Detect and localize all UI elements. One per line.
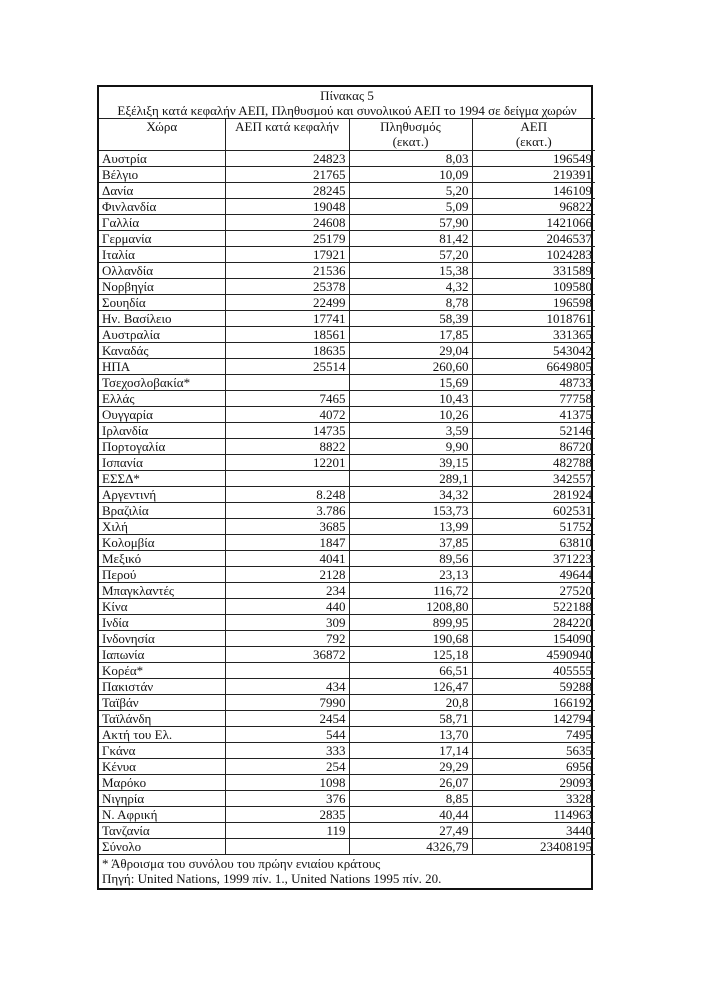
- gdp-per-capita-cell: 1847: [225, 535, 349, 551]
- country-cell: Κολομβία: [99, 535, 225, 551]
- gdp-per-capita-cell: 254: [225, 759, 349, 775]
- gdp-per-capita-cell: 2454: [225, 711, 349, 727]
- gdp-cell: 114963: [472, 807, 595, 823]
- table-row: [99, 583, 595, 599]
- gdp-per-capita-cell: 792: [225, 631, 349, 647]
- gdp-cell: 77758: [472, 391, 595, 407]
- country-cell: Περού: [99, 567, 225, 583]
- table-row: [99, 711, 595, 727]
- total-row: [99, 839, 595, 855]
- gdp-cell: 86720: [472, 439, 595, 455]
- gdp-cell: 4590940: [472, 647, 595, 663]
- gdp-cell: 52146: [472, 423, 595, 439]
- country-cell: Ουγγαρία: [99, 407, 225, 423]
- gdp-per-capita-cell: 440: [225, 599, 349, 615]
- population-cell: 37,85: [349, 535, 472, 551]
- population-cell: 57,90: [349, 215, 472, 231]
- table-row: [99, 487, 595, 503]
- table-row: [99, 263, 595, 279]
- population-cell: 5,09: [349, 199, 472, 215]
- population-cell: 5,20: [349, 183, 472, 199]
- country-cell: Κίνα: [99, 599, 225, 615]
- table-row: [99, 503, 595, 519]
- country-cell: Χιλή: [99, 519, 225, 535]
- population-cell: 40,44: [349, 807, 472, 823]
- gdp-per-capita-cell: 24608: [225, 215, 349, 231]
- population-cell: 34,32: [349, 487, 472, 503]
- country-cell: Αργεντινή: [99, 487, 225, 503]
- table-row: [99, 775, 595, 791]
- gdp-per-capita-cell: 3.786: [225, 503, 349, 519]
- population-cell: 66,51: [349, 663, 472, 679]
- table-row: [99, 535, 595, 551]
- table-notes: [99, 855, 591, 888]
- table-row: [99, 455, 595, 471]
- gdp-cell: 6956: [472, 759, 595, 775]
- population-cell: 15,69: [349, 375, 472, 391]
- gdp-cell: 1421066: [472, 215, 595, 231]
- gdp-per-capita-cell: 19048: [225, 199, 349, 215]
- population-cell: 10,26: [349, 407, 472, 423]
- table-row: [99, 215, 595, 231]
- population-cell: 89,56: [349, 551, 472, 567]
- gdp-per-capita-cell: 234: [225, 583, 349, 599]
- gdp-cell: 51752: [472, 519, 595, 535]
- gdp-cell: 543042: [472, 343, 595, 359]
- country-cell: Ν. Αφρική: [99, 807, 225, 823]
- table-row: [99, 727, 595, 743]
- table-row: [99, 151, 595, 167]
- gdp-cell: 1018761: [472, 311, 595, 327]
- gdp-per-capita-cell: 36872: [225, 647, 349, 663]
- gdp-cell: 146109: [472, 183, 595, 199]
- population-cell: 190,68: [349, 631, 472, 647]
- population-cell: 57,20: [349, 247, 472, 263]
- gdp-cell: 7495: [472, 727, 595, 743]
- population-cell: 9,90: [349, 439, 472, 455]
- gdp-cell: 1024283: [472, 247, 595, 263]
- country-cell: Νορβηγία: [99, 279, 225, 295]
- gdp-cell: 284220: [472, 615, 595, 631]
- country-cell: Ιαπωνία: [99, 647, 225, 663]
- gdp-cell: 59288: [472, 679, 595, 695]
- gdp-cell: 63810: [472, 535, 595, 551]
- country-cell: Ισπανία: [99, 455, 225, 471]
- population-cell: 8,03: [349, 151, 472, 167]
- population-cell: 15,38: [349, 263, 472, 279]
- population-cell: 81,42: [349, 231, 472, 247]
- country-cell: Πακιστάν: [99, 679, 225, 695]
- gdp-per-capita-cell: 14735: [225, 423, 349, 439]
- population-cell: 116,72: [349, 583, 472, 599]
- gdp-per-capita-cell: 22499: [225, 295, 349, 311]
- table-title: Εξέλιξη κατά κεφαλήν ΑΕΠ, Πληθυσμού και συνολικού ΑΕΠ το 1994 σε δείγμα χωρών: [117, 103, 577, 118]
- gdp-cell: 281924: [472, 487, 595, 503]
- population-cell: 17,14: [349, 743, 472, 759]
- country-cell: Κένυα: [99, 759, 225, 775]
- gdp-per-capita-cell: 8822: [225, 439, 349, 455]
- header-row: [99, 119, 595, 151]
- country-cell: Ακτή του Ελ.: [99, 727, 225, 743]
- gdp-cell: 482788: [472, 455, 595, 471]
- country-cell: Ελλάς: [99, 391, 225, 407]
- gdp-per-capita-cell: 3685: [225, 519, 349, 535]
- gdp-per-capita-cell: 25179: [225, 231, 349, 247]
- gdp-per-capita-cell: 21536: [225, 263, 349, 279]
- country-cell: Βραζιλία: [99, 503, 225, 519]
- gdp-cell: 602531: [472, 503, 595, 519]
- gdp-cell: 29093: [472, 775, 595, 791]
- gdp-cell: 41375: [472, 407, 595, 423]
- gdp-per-capita-cell: 119: [225, 823, 349, 839]
- table-row: [99, 391, 595, 407]
- header-country: Χώρα: [99, 119, 225, 151]
- population-cell: 29,04: [349, 343, 472, 359]
- table-row: [99, 407, 595, 423]
- gdp-cell: 196598: [472, 295, 595, 311]
- table-row: [99, 295, 595, 311]
- table-caption-row: [99, 87, 595, 119]
- table-row: [99, 759, 595, 775]
- gdp-per-capita-cell: 8.248: [225, 487, 349, 503]
- table-row: [99, 439, 595, 455]
- population-cell: 58,71: [349, 711, 472, 727]
- population-cell: 1208,80: [349, 599, 472, 615]
- country-cell: Τανζανία: [99, 823, 225, 839]
- table-row: [99, 647, 595, 663]
- gdp-per-capita-cell: 25378: [225, 279, 349, 295]
- country-cell: Δανία: [99, 183, 225, 199]
- population-cell: 289,1: [349, 471, 472, 487]
- population-cell: 126,47: [349, 679, 472, 695]
- country-cell: Ινδονησία: [99, 631, 225, 647]
- country-cell: Σύνολο: [99, 839, 225, 855]
- gdp-per-capita-cell: 4072: [225, 407, 349, 423]
- gdp-per-capita-cell: 376: [225, 791, 349, 807]
- table-row: [99, 807, 595, 823]
- gdp-cell: 109580: [472, 279, 595, 295]
- gdp-per-capita-cell: 17741: [225, 311, 349, 327]
- gdp-per-capita-cell: 434: [225, 679, 349, 695]
- gdp-cell: 3440: [472, 823, 595, 839]
- country-cell: Φινλανδία: [99, 199, 225, 215]
- table-row: [99, 615, 595, 631]
- gdp-per-capita-cell: 2835: [225, 807, 349, 823]
- country-cell: Τσεχοσλοβακία*: [99, 375, 225, 391]
- country-cell: Αυστρία: [99, 151, 225, 167]
- country-cell: Νιγηρία: [99, 791, 225, 807]
- gdp-per-capita-cell: 2128: [225, 567, 349, 583]
- gdp-cell: 219391: [472, 167, 595, 183]
- gdp-per-capita-cell: 25514: [225, 359, 349, 375]
- header-population: Πληθυσμός (εκατ.): [349, 119, 472, 151]
- gdp-per-capita-cell: 18635: [225, 343, 349, 359]
- table-row: [99, 631, 595, 647]
- population-cell: 13,70: [349, 727, 472, 743]
- population-cell: 4,32: [349, 279, 472, 295]
- population-cell: 153,73: [349, 503, 472, 519]
- gdp-per-capita-cell: 544: [225, 727, 349, 743]
- country-cell: Σουηδία: [99, 295, 225, 311]
- gdp-cell: 371223: [472, 551, 595, 567]
- gdp-cell: 27520: [472, 583, 595, 599]
- table-row: [99, 679, 595, 695]
- gdp-per-capita-cell: 17921: [225, 247, 349, 263]
- country-cell: Μαρόκο: [99, 775, 225, 791]
- footnote: * Άθροισμα του συνόλου του πρώην ενιαίου κράτους: [102, 856, 381, 871]
- gdp-per-capita-cell: 7990: [225, 695, 349, 711]
- table-row: [99, 375, 595, 391]
- country-cell: Γκάνα: [99, 743, 225, 759]
- table-row: [99, 551, 595, 567]
- source-note: Πηγή: United Nations, 1999 πίν. 1., United Nations 1995 πίν. 20.: [102, 871, 442, 886]
- gdp-per-capita-cell: 18561: [225, 327, 349, 343]
- table-row: [99, 167, 595, 183]
- population-cell: 8,85: [349, 791, 472, 807]
- population-cell: 10,09: [349, 167, 472, 183]
- gdp-cell: 5635: [472, 743, 595, 759]
- gdp-cell: 331365: [472, 327, 595, 343]
- country-cell: Ιταλία: [99, 247, 225, 263]
- gdp-cell: 2046537: [472, 231, 595, 247]
- country-cell: Μεξικό: [99, 551, 225, 567]
- data-table-frame: [97, 85, 593, 890]
- gdp-cell: 6649805: [472, 359, 595, 375]
- table-row: [99, 311, 595, 327]
- gdp-per-capita-cell: [225, 375, 349, 391]
- table-row: [99, 359, 595, 375]
- country-cell: Ην. Βασίλειο: [99, 311, 225, 327]
- country-cell: ΗΠΑ: [99, 359, 225, 375]
- population-cell: 899,95: [349, 615, 472, 631]
- gdp-cell: 3328: [472, 791, 595, 807]
- country-cell: Καναδάς: [99, 343, 225, 359]
- population-cell: 26,07: [349, 775, 472, 791]
- table-row: [99, 279, 595, 295]
- country-cell: Πορτογαλία: [99, 439, 225, 455]
- header-gdp: ΑΕΠ (εκατ.): [472, 119, 595, 151]
- table-row: [99, 567, 595, 583]
- country-cell: Ινδία: [99, 615, 225, 631]
- gdp-cell: 154090: [472, 631, 595, 647]
- gdp-per-capita-cell: 28245: [225, 183, 349, 199]
- table-row: [99, 519, 595, 535]
- header-gdp-per-capita: ΑΕΠ κατά κεφαλήν: [225, 119, 349, 151]
- country-cell: Γαλλία: [99, 215, 225, 231]
- table-row: [99, 327, 595, 343]
- country-cell: Γερμανία: [99, 231, 225, 247]
- gdp-population-table: [99, 87, 595, 855]
- population-cell: 39,15: [349, 455, 472, 471]
- table-row: [99, 183, 595, 199]
- gdp-per-capita-cell: 12201: [225, 455, 349, 471]
- gdp-per-capita-cell: 333: [225, 743, 349, 759]
- population-cell: 260,60: [349, 359, 472, 375]
- gdp-per-capita-cell: [225, 839, 349, 855]
- gdp-per-capita-cell: 309: [225, 615, 349, 631]
- country-cell: Αυστραλία: [99, 327, 225, 343]
- table-row: [99, 823, 595, 839]
- population-cell: 20,8: [349, 695, 472, 711]
- population-cell: 17,85: [349, 327, 472, 343]
- population-cell: 125,18: [349, 647, 472, 663]
- population-cell: 10,43: [349, 391, 472, 407]
- gdp-cell: 405555: [472, 663, 595, 679]
- table-row: [99, 471, 595, 487]
- country-cell: Μπαγκλαντές: [99, 583, 225, 599]
- gdp-cell: 49644: [472, 567, 595, 583]
- table-row: [99, 247, 595, 263]
- table-row: [99, 599, 595, 615]
- gdp-cell: 23408195: [472, 839, 595, 855]
- country-cell: ΕΣΣΔ*: [99, 471, 225, 487]
- gdp-per-capita-cell: 4041: [225, 551, 349, 567]
- population-cell: 23,13: [349, 567, 472, 583]
- gdp-cell: 142794: [472, 711, 595, 727]
- country-cell: Ταϊλάνδη: [99, 711, 225, 727]
- gdp-per-capita-cell: [225, 471, 349, 487]
- gdp-per-capita-cell: [225, 663, 349, 679]
- gdp-cell: 331589: [472, 263, 595, 279]
- gdp-per-capita-cell: 7465: [225, 391, 349, 407]
- country-cell: Ιρλανδία: [99, 423, 225, 439]
- population-cell: 13,99: [349, 519, 472, 535]
- table-row: [99, 743, 595, 759]
- country-cell: Κορέα*: [99, 663, 225, 679]
- table-row: [99, 663, 595, 679]
- table-row: [99, 231, 595, 247]
- population-cell: 27,49: [349, 823, 472, 839]
- population-cell: 8,78: [349, 295, 472, 311]
- table-row: [99, 423, 595, 439]
- table-row: [99, 343, 595, 359]
- table-number: Πίνακας 5: [320, 88, 374, 103]
- country-cell: Βέλγιο: [99, 167, 225, 183]
- country-cell: Ταϊβάν: [99, 695, 225, 711]
- gdp-cell: 196549: [472, 151, 595, 167]
- gdp-cell: 166192: [472, 695, 595, 711]
- table-row: [99, 695, 595, 711]
- population-cell: 3,59: [349, 423, 472, 439]
- gdp-per-capita-cell: 24823: [225, 151, 349, 167]
- population-cell: 29,29: [349, 759, 472, 775]
- table-row: [99, 791, 595, 807]
- gdp-per-capita-cell: 21765: [225, 167, 349, 183]
- gdp-cell: 48733: [472, 375, 595, 391]
- gdp-cell: 522188: [472, 599, 595, 615]
- country-cell: Ολλανδία: [99, 263, 225, 279]
- population-cell: 58,39: [349, 311, 472, 327]
- gdp-cell: 96822: [472, 199, 595, 215]
- table-row: [99, 199, 595, 215]
- population-cell: 4326,79: [349, 839, 472, 855]
- gdp-cell: 342557: [472, 471, 595, 487]
- gdp-per-capita-cell: 1098: [225, 775, 349, 791]
